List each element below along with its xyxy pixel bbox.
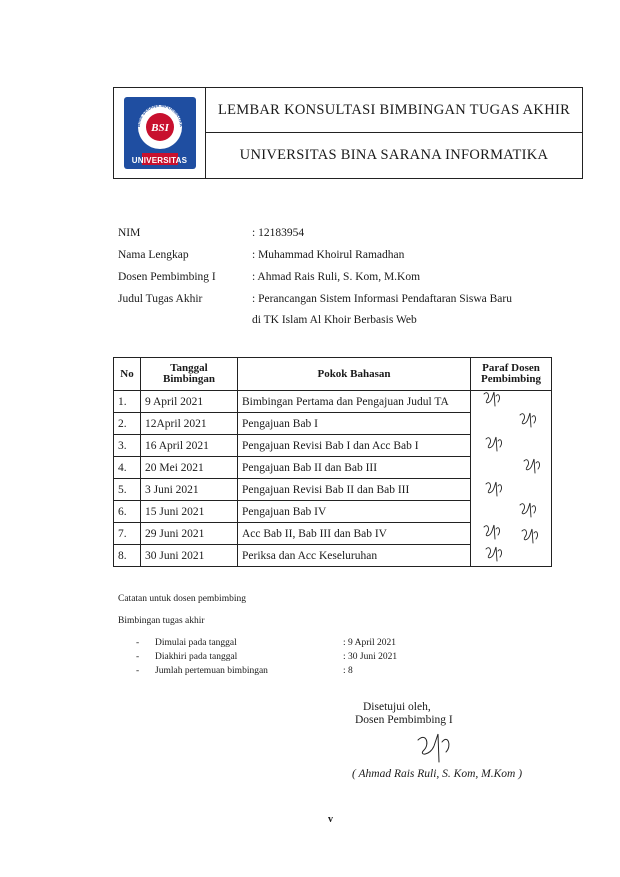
header-date: Tanggal Bimbingan — [141, 358, 238, 391]
nim-value: : 12183954 — [252, 227, 305, 239]
row-date: 30 Juni 2021 — [141, 545, 238, 567]
approval-signature-icon — [412, 730, 462, 766]
approval-line2: Dosen Pembimbing I — [355, 714, 453, 726]
signature-marks — [470, 385, 555, 570]
end-value: : 30 Juni 2021 — [343, 652, 398, 662]
row-date: 9 April 2021 — [141, 391, 238, 413]
row-date: 16 April 2021 — [141, 435, 238, 457]
start-label: Dimulai pada tanggal — [155, 638, 237, 648]
signature-icon — [484, 392, 499, 406]
row-topic: Acc Bab II, Bab III dan Bab IV — [238, 523, 471, 545]
row-topic: Periksa dan Acc Keseluruhan — [238, 545, 471, 567]
bullet-dash: - — [136, 666, 140, 676]
signature-icon — [486, 437, 501, 451]
document-title: LEMBAR KONSULTASI BIMBINGAN TUGAS AKHIR — [206, 88, 582, 133]
row-topic: Pengajuan Revisi Bab II dan Bab III — [238, 479, 471, 501]
signature-icon — [520, 503, 535, 517]
row-no: 4. — [114, 457, 141, 479]
end-label: Diakhiri pada tanggal — [155, 652, 238, 662]
count-label: Jumlah pertemuan bimbingan — [155, 666, 268, 676]
advisor-value: : Ahmad Rais Ruli, S. Kom, M.Kom — [252, 271, 421, 283]
row-date: 29 Juni 2021 — [141, 523, 238, 545]
header-topic: Pokok Bahasan — [238, 358, 471, 391]
header-sign: Paraf Dosen Pembimbing — [471, 358, 552, 391]
header-no: No — [114, 358, 141, 391]
logo-cell — [114, 88, 206, 178]
row-date: 15 Juni 2021 — [141, 501, 238, 523]
row-no: 7. — [114, 523, 141, 545]
row-no: 6. — [114, 501, 141, 523]
signature-icon — [524, 459, 539, 473]
bimbingan-text: Bimbingan tugas akhir — [118, 616, 205, 626]
catatan-text: Catatan untuk dosen pembimbing — [118, 594, 246, 604]
logo-banner: UNIVERSITAS — [131, 156, 188, 165]
signature-icon — [486, 547, 501, 561]
row-topic: Pengajuan Bab II dan Bab III — [238, 457, 471, 479]
count-value: : 8 — [343, 666, 353, 676]
header-box — [113, 87, 583, 179]
logo-arc-text: BINA SARANA INFORMATIKA — [135, 102, 184, 128]
row-date: 20 Mei 2021 — [141, 457, 238, 479]
thesis-label: Judul Tugas Akhir — [118, 293, 203, 305]
row-date: 3 Juni 2021 — [141, 479, 238, 501]
row-topic: Pengajuan Revisi Bab I dan Acc Bab I — [238, 435, 471, 457]
row-topic: Bimbingan Pertama dan Pengajuan Judul TA — [238, 391, 471, 413]
signature-icon — [486, 482, 501, 496]
approval-name: ( Ahmad Rais Ruli, S. Kom, M.Kom ) — [352, 768, 523, 780]
row-no: 2. — [114, 413, 141, 435]
advisor-label: Dosen Pembimbing I — [118, 271, 216, 283]
logo-initials: BSI — [150, 122, 169, 134]
row-topic: Pengajuan Bab IV — [238, 501, 471, 523]
university-logo — [124, 97, 196, 169]
page-number: v — [328, 814, 333, 825]
row-date: 12April 2021 — [141, 413, 238, 435]
bullet-dash: - — [136, 652, 140, 662]
row-no: 8. — [114, 545, 141, 567]
signature-icon — [520, 413, 535, 427]
bullet-dash: - — [136, 638, 140, 648]
row-topic: Pengajuan Bab I — [238, 413, 471, 435]
signature-icon — [522, 529, 537, 543]
thesis-value-line2: di TK Islam Al Khoir Berbasis Web — [252, 314, 417, 326]
university-name: UNIVERSITAS BINA SARANA INFORMATIKA — [239, 147, 549, 163]
thesis-value-line1: : Perancangan Sistem Informasi Pendaftaran Siswa Baru — [252, 293, 512, 305]
row-no: 5. — [114, 479, 141, 501]
signature-icon — [484, 525, 499, 539]
start-value: : 9 April 2021 — [343, 638, 397, 648]
name-label: Nama Lengkap — [118, 249, 189, 261]
row-no: 3. — [114, 435, 141, 457]
name-value: : Muhammad Khoirul Ramadhan — [252, 249, 405, 261]
row-no: 1. — [114, 391, 141, 413]
nim-label: NIM — [118, 227, 141, 239]
approval-line1: Disetujui oleh, — [363, 701, 431, 713]
